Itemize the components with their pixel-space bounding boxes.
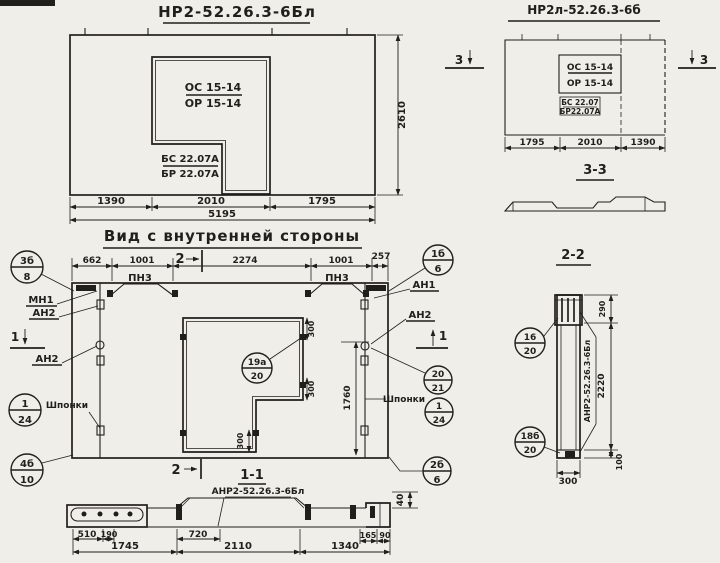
section-11	[67, 468, 418, 555]
bubble-shponki-left	[9, 394, 100, 428]
section22-title: 2-2	[561, 248, 585, 263]
svg-text:24: 24	[18, 415, 32, 426]
dim-1760: 1760	[343, 385, 353, 411]
scan-artifact	[0, 0, 55, 6]
svg-text:3б: 3б	[20, 256, 34, 267]
svg-text:1б: 1б	[431, 249, 445, 260]
dim-165: 165	[359, 531, 377, 540]
inner-dim-1001b: 1001	[328, 256, 354, 266]
pn3-loop-left	[110, 284, 174, 296]
mirror-panel-mount-ticks	[522, 34, 650, 40]
inner-opening-outline	[183, 318, 303, 452]
mirror-view-title: НР2л-52.26.3-6б	[527, 3, 641, 17]
svg-text:24: 24	[432, 416, 446, 426]
mn1-corner-plate	[76, 285, 96, 291]
outer-dim-left: 1390	[97, 196, 125, 207]
mirror-block-mark-top: БС 22.07	[561, 98, 599, 107]
bubble-18b-20	[515, 427, 560, 457]
an2-label-c: АН2	[408, 310, 432, 321]
outer-dim-total: 5195	[208, 209, 236, 220]
section33-profile	[505, 197, 665, 211]
svg-text:16: 16	[523, 333, 537, 343]
svg-text:4б: 4б	[20, 459, 34, 470]
mirror-block-mark-bottom: БР22.07А	[559, 107, 601, 116]
opening-anchor-marks	[180, 334, 306, 436]
section11-profile	[67, 498, 390, 527]
dim-2110: 2110	[224, 541, 252, 552]
mirror-view	[445, 3, 716, 211]
pn3-label-right: ПН3	[325, 273, 349, 284]
bubble-2b-6	[389, 457, 451, 486]
bubble-4b-10	[11, 454, 73, 486]
inner-dim-662: 662	[82, 256, 102, 266]
inner-dim-1001a: 1001	[129, 256, 155, 266]
outer-block-mark-top: БС 22.07А	[161, 154, 219, 165]
dim-1340: 1340	[331, 541, 359, 552]
dim-300a: 300	[307, 320, 316, 338]
dim-190: 190	[100, 530, 118, 539]
mirror-dim-right: 1390	[630, 138, 656, 148]
outer-view	[70, 3, 408, 224]
pn3-label-left: ПН3	[128, 273, 152, 284]
bubble-20-21	[371, 348, 452, 394]
mirror-opening-mark-bottom: ОР 15-14	[566, 79, 614, 89]
svg-text:2б: 2б	[430, 460, 444, 471]
section2-marker-top: 2	[175, 252, 185, 267]
dim-2220: 2220	[597, 373, 607, 399]
an2a-leader	[59, 306, 98, 317]
mirror-dim-mid: 2010	[577, 138, 603, 148]
section33-title: 3-3	[583, 163, 607, 178]
pn3-foot	[172, 290, 178, 297]
section3-marker-right: 3	[699, 53, 709, 67]
section1-marker-right: 1	[438, 329, 448, 343]
dim-90: 90	[379, 531, 391, 540]
svg-text:20: 20	[523, 347, 537, 357]
section11-title: 1-1	[240, 468, 264, 483]
svg-text:21: 21	[431, 384, 445, 394]
svg-text:6: 6	[434, 264, 442, 275]
outer-dim-height: 2610	[397, 101, 408, 129]
an2-label-b: АН2	[35, 354, 59, 365]
mn1-label: МН1	[28, 295, 54, 306]
svg-text:20: 20	[431, 370, 445, 380]
svg-text:20: 20	[523, 446, 537, 456]
section22-label: АНР2-52.26.3-6Бл	[583, 339, 592, 423]
svg-text:10: 10	[20, 475, 34, 486]
inner-panel-outline	[72, 283, 388, 458]
mirror-opening-mark-top: ОС 15-14	[566, 63, 614, 73]
svg-text:6: 6	[433, 475, 441, 486]
bubble-19a-20	[242, 338, 301, 383]
an1-label: АН1	[412, 280, 436, 291]
shponki-label-right: Шпонки	[382, 395, 426, 405]
section-22	[515, 248, 624, 487]
dim-290: 290	[598, 300, 607, 318]
outer-opening-mark-bottom: ОР 15-14	[184, 97, 242, 110]
pn3-foot	[107, 290, 113, 297]
section1-marker-left: 1	[10, 330, 20, 344]
inner-view-title: Вид с внутренней стороны	[103, 227, 361, 245]
dim-100: 100	[615, 453, 624, 471]
section3-marker-left: 3	[454, 53, 464, 67]
section2-marker-bottom: 2	[171, 463, 181, 478]
svg-text:8: 8	[23, 272, 31, 283]
pn3-foot	[363, 290, 369, 297]
outer-opening-mark-top: ОС 15-14	[184, 81, 242, 94]
dim-300b: 300	[307, 380, 316, 398]
outer-view-title: НР2-52.26.3-6Бл	[158, 3, 316, 21]
dim-1745: 1745	[111, 541, 139, 552]
outer-panel-mount-ticks	[85, 28, 347, 35]
inner-opening-inner-line	[187, 322, 300, 449]
an2-label-a: АН2	[32, 308, 56, 319]
outer-block-mark-bottom: БР 22.07А	[161, 169, 219, 180]
dim-300c: 300	[236, 432, 245, 450]
svg-text:19а: 19а	[247, 358, 267, 368]
bubble-16-20	[515, 318, 558, 358]
bubble-3b-8	[11, 251, 74, 291]
section22-label-leader-bottom	[580, 424, 596, 452]
shponki-label-left: Шпонки	[45, 401, 89, 411]
dim-510: 510	[77, 530, 97, 540]
inner-view	[9, 227, 453, 486]
dim-300-width: 300	[558, 477, 578, 487]
section22-bottom-detail	[557, 450, 580, 458]
outer-dim-mid: 2010	[197, 196, 225, 207]
dim-40: 40	[396, 493, 406, 507]
pn3-foot	[305, 290, 311, 297]
inner-dim-257: 257	[371, 252, 391, 262]
mirror-dim-left: 1795	[519, 138, 545, 148]
svg-text:1: 1	[435, 402, 443, 412]
svg-text:20: 20	[250, 372, 264, 382]
svg-text:18б: 18б	[520, 432, 540, 442]
an2b-leader	[62, 346, 97, 363]
outer-dim-right: 1795	[308, 196, 336, 207]
mn1-leader	[57, 291, 97, 304]
pn3-loop-right	[308, 284, 366, 296]
svg-text:1: 1	[21, 399, 29, 410]
dim-720: 720	[188, 530, 208, 540]
section11-label: АНР2-52.26.3-6Бл	[211, 487, 305, 497]
bubble-shponki-right	[365, 395, 453, 426]
inner-dim-2274: 2274	[232, 256, 258, 266]
section22-top-detail	[555, 295, 582, 325]
